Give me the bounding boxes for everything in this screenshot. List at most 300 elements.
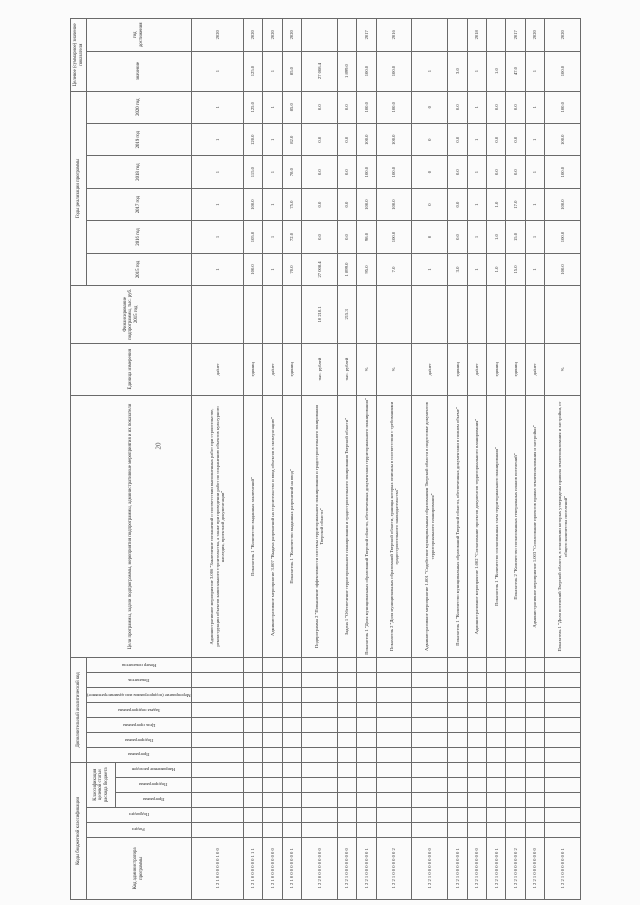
year-value-cell: 0.0 xyxy=(302,221,338,253)
code-digit-cell xyxy=(357,702,376,717)
admin-code-cell: 1 2 1 0 0 0 0 0 0 0 0 1 xyxy=(282,837,301,899)
dac-subprogram: Подпрограмма xyxy=(124,737,153,743)
unit-cell: да/нет xyxy=(467,343,486,395)
table-row xyxy=(525,19,544,900)
target-value-cell: 100.0 xyxy=(357,51,376,91)
unit-cell: единиц xyxy=(243,343,262,395)
code-digit-cell xyxy=(506,762,525,777)
year-value-cell: 1 xyxy=(412,253,448,285)
year-value-cell: 0.0 xyxy=(302,123,338,155)
code-digit-cell xyxy=(525,687,544,702)
indicator-name-cell: Административное мероприятие 1.003 "Согласование проектов правил землепользования и застройки" xyxy=(525,395,544,657)
table-row xyxy=(191,19,243,900)
financing-cell xyxy=(376,286,412,343)
table-row xyxy=(448,19,467,900)
financing-cell xyxy=(263,286,282,343)
code-digit-cell xyxy=(243,792,262,807)
code-digit-cell xyxy=(506,702,525,717)
code-digit-cell xyxy=(525,777,544,792)
financing-cell: 215.3 xyxy=(337,286,356,343)
code-digit-cell xyxy=(467,762,486,777)
code-digit-cell xyxy=(467,658,486,673)
code-digit-cell xyxy=(282,762,301,777)
financing-cell xyxy=(191,286,243,343)
code-digit-cell xyxy=(448,672,467,687)
financing-cell xyxy=(506,286,525,343)
dac-task: Задача подпрограммы xyxy=(117,707,160,713)
dac-event: Мероприятие (подпрограммы или административное) xyxy=(87,692,191,698)
admin-code-cell: 1 2 2 1 0 0 0 0 0 0 0 1 xyxy=(448,837,467,899)
code-digit-cell xyxy=(412,732,448,747)
code-digit-cell xyxy=(467,747,486,762)
year-value-cell: 1 xyxy=(467,156,486,188)
code-digit-cell xyxy=(545,792,581,807)
expense-direction-header: Направление расходов xyxy=(131,767,176,773)
year-value-cell: 0.0 xyxy=(337,221,356,253)
budget-codes-header: Коды бюджетной классификации xyxy=(71,762,87,899)
year-value-cell: 100.0 xyxy=(545,188,581,220)
year-value-cell: 105.0 xyxy=(243,221,262,253)
code-digit-cell xyxy=(448,807,467,822)
year-value-cell: 0.0 xyxy=(448,221,467,253)
dac-program: Программа xyxy=(128,752,150,758)
target-value-cell: 1 xyxy=(263,51,282,91)
code-digit-cell xyxy=(263,747,282,762)
year-value-cell: 1 xyxy=(263,156,282,188)
code-digit-cell xyxy=(302,777,338,792)
table-row xyxy=(467,19,486,900)
code-digit-cell xyxy=(357,747,376,762)
unit-cell: единиц xyxy=(506,343,525,395)
year-value-cell: 100.0 xyxy=(357,123,376,155)
code-digit-cell xyxy=(337,702,356,717)
code-digit-cell xyxy=(376,717,412,732)
year-value-cell: 1 xyxy=(467,123,486,155)
code-digit-cell xyxy=(525,717,544,732)
admin-code-cell: 1 2 2 1 0 0 0 0 0 0 0 2 xyxy=(506,837,525,899)
code-digit-cell xyxy=(467,702,486,717)
code-digit-cell xyxy=(302,658,338,673)
code-digit-cell xyxy=(487,822,506,837)
year-value-cell: 100.0 xyxy=(357,91,376,123)
target-value-cell: 1 xyxy=(191,51,243,91)
year-value-cell: 100.0 xyxy=(243,188,262,220)
code-digit-cell xyxy=(506,672,525,687)
code-digit-cell xyxy=(243,807,262,822)
year-value-cell: 120.0 xyxy=(243,123,262,155)
indicator-name-cell: Подпрограмма 2 "Повышение эффективности системы территориального планирования и градостроительного зонирования Тверской области" xyxy=(302,395,338,657)
indicator-name-cell: Административное мероприятие 1.001 "Содействие муниципальным образованиям Тверской области в подготовке документов территориального планирования" xyxy=(412,395,448,657)
subprogram-header: Подпрограмма xyxy=(139,782,168,788)
code-digit-cell xyxy=(412,747,448,762)
code-digit-cell xyxy=(302,822,338,837)
year-value-cell: 0.0 xyxy=(337,188,356,220)
code-digit-cell xyxy=(337,822,356,837)
code-digit-cell xyxy=(506,687,525,702)
target-value-cell: 47.0 xyxy=(506,51,525,91)
year-value-cell: 1 xyxy=(525,221,544,253)
rotated-table-container xyxy=(70,18,568,900)
code-digit-cell xyxy=(243,822,262,837)
code-digit-cell xyxy=(357,732,376,747)
code-digit-cell xyxy=(337,658,356,673)
code-digit-cell xyxy=(487,747,506,762)
target-value-cell: 1 xyxy=(467,51,486,91)
table-row xyxy=(545,19,581,900)
code-digit-cell xyxy=(191,777,243,792)
code-digit-cell xyxy=(302,672,338,687)
code-digit-cell xyxy=(282,687,301,702)
year-value-cell: 0 xyxy=(412,188,448,220)
financing-cell xyxy=(448,286,467,343)
code-digit-cell xyxy=(506,747,525,762)
code-digit-cell xyxy=(191,702,243,717)
table-row xyxy=(357,19,376,900)
section-header: Раздел xyxy=(132,827,146,833)
year-value-cell: 1 xyxy=(191,221,243,253)
year-value-cell: 1 xyxy=(263,221,282,253)
table-row xyxy=(263,19,282,900)
code-digit-cell xyxy=(467,717,486,732)
unit-cell: да/нет xyxy=(191,343,243,395)
financing-header: Финансирование подпрограммы, тыс. руб. 2015 год xyxy=(71,286,192,343)
code-digit-cell xyxy=(191,658,243,673)
page-number: 20 xyxy=(154,442,163,450)
table-row xyxy=(487,19,506,900)
code-digit-cell xyxy=(282,777,301,792)
target-year-cell: 2020 xyxy=(263,19,282,52)
code-digit-cell xyxy=(525,792,544,807)
financing-cell: 10 210.1 xyxy=(302,286,338,343)
code-digit-cell xyxy=(243,717,262,732)
financing-cell xyxy=(467,286,486,343)
code-digit-cell xyxy=(282,732,301,747)
code-digit-cell xyxy=(412,792,448,807)
financing-cell xyxy=(525,286,544,343)
code-digit-cell xyxy=(467,687,486,702)
code-digit-cell xyxy=(448,777,467,792)
year-value-cell: 1 xyxy=(263,188,282,220)
code-digit-cell xyxy=(525,822,544,837)
unit-cell: % xyxy=(357,343,376,395)
admin-code-cell: 1 2 2 1 0 0 0 0 0 0 0 1 xyxy=(545,837,581,899)
code-digit-cell xyxy=(302,732,338,747)
year-value-cell: 1 xyxy=(263,91,282,123)
code-digit-cell xyxy=(545,822,581,837)
code-digit-cell xyxy=(357,762,376,777)
code-digit-cell xyxy=(243,687,262,702)
indicator-name-cell: Показатель 1 "Количество выданных заключений" xyxy=(243,395,262,657)
code-digit-cell xyxy=(191,717,243,732)
year-value-cell: 17.0 xyxy=(506,188,525,220)
code-digit-cell xyxy=(448,792,467,807)
year-value-cell: 1 xyxy=(191,123,243,155)
year-value-cell: 100.0 xyxy=(357,188,376,220)
code-digit-cell xyxy=(412,822,448,837)
code-digit-cell xyxy=(191,732,243,747)
code-digit-cell xyxy=(412,658,448,673)
target-header: Целевое (суммарное) значение показателя xyxy=(71,19,87,92)
code-digit-cell xyxy=(525,672,544,687)
code-digit-cell xyxy=(487,732,506,747)
year-2016: 2016 год xyxy=(87,221,192,253)
table-row xyxy=(337,19,356,900)
target-year-cell: 2020 xyxy=(282,19,301,52)
target-value-cell: 1 xyxy=(525,51,544,91)
year-value-cell: 0.0 xyxy=(448,156,467,188)
code-digit-cell xyxy=(525,807,544,822)
code-digit-cell xyxy=(263,732,282,747)
code-digit-cell xyxy=(302,747,338,762)
code-digit-cell xyxy=(263,658,282,673)
year-value-cell: 72.0 xyxy=(282,221,301,253)
year-value-cell: 100.0 xyxy=(545,123,581,155)
admin-code-cell: 1 2 1 0 0 0 0 0 0 1 0 0 xyxy=(191,837,243,899)
code-digit-cell xyxy=(263,807,282,822)
year-value-cell: 100.0 xyxy=(545,253,581,285)
code-digit-cell xyxy=(506,658,525,673)
code-digit-cell xyxy=(337,672,356,687)
year-value-cell: 1 xyxy=(525,123,544,155)
target-value-cell: 125.0 xyxy=(243,51,262,91)
target-value-cell: 1.0 xyxy=(487,51,506,91)
target-year-cell xyxy=(448,19,467,52)
code-digit-cell xyxy=(263,762,282,777)
code-digit-cell xyxy=(337,777,356,792)
table-row xyxy=(376,19,412,900)
year-2017: 2017 год xyxy=(87,188,192,220)
year-2019: 2019 год xyxy=(87,123,192,155)
years-header: Годы реализации программы xyxy=(71,91,87,286)
code-digit-cell xyxy=(302,717,338,732)
indicator-name-cell: Показатель 1 "Количество выданных разрешений на ввод" xyxy=(282,395,301,657)
admin-code-cell: 1 2 2 1 0 0 0 0 0 0 0 0 xyxy=(337,837,356,899)
year-value-cell: 100.0 xyxy=(376,221,412,253)
target-year-cell xyxy=(302,19,338,52)
year-value-cell: 0.0 xyxy=(337,91,356,123)
code-digit-cell xyxy=(191,807,243,822)
financing-cell xyxy=(282,286,301,343)
year-value-cell: 85.0 xyxy=(282,91,301,123)
code-digit-cell xyxy=(412,807,448,822)
year-value-cell: 115.0 xyxy=(243,156,262,188)
code-digit-cell xyxy=(448,658,467,673)
year-value-cell: 100.0 xyxy=(545,221,581,253)
code-digit-cell xyxy=(376,792,412,807)
target-value-cell: 1 xyxy=(412,51,448,91)
unit-cell: да/нет xyxy=(412,343,448,395)
code-digit-cell xyxy=(412,672,448,687)
code-digit-cell xyxy=(506,822,525,837)
year-value-cell: 100.0 xyxy=(376,156,412,188)
year-value-cell: 1 xyxy=(467,188,486,220)
year-value-cell: 0 xyxy=(412,91,448,123)
admin-code-cell: 1 2 2 1 0 0 0 0 0 0 0 1 xyxy=(357,837,376,899)
year-value-cell: 1 xyxy=(191,253,243,285)
admin-code-cell: 1 2 2 1 0 0 0 0 0 0 0 0 xyxy=(525,837,544,899)
code-digit-cell xyxy=(467,792,486,807)
year-value-cell: 0.0 xyxy=(506,123,525,155)
year-value-cell: 0.0 xyxy=(487,123,506,155)
target-year-cell xyxy=(487,19,506,52)
target-year-cell: 2017 xyxy=(357,19,376,52)
code-digit-cell xyxy=(448,687,467,702)
code-digit-cell xyxy=(376,702,412,717)
target-value-cell: 1 899.0 xyxy=(337,51,356,91)
code-digit-cell xyxy=(302,792,338,807)
unit-cell: тыс. рублей xyxy=(302,343,338,395)
code-digit-cell xyxy=(243,762,262,777)
code-digit-cell xyxy=(302,702,338,717)
code-digit-cell xyxy=(545,658,581,673)
year-value-cell: 98.0 xyxy=(357,221,376,253)
target-year-header: год достижения xyxy=(87,19,192,52)
year-value-cell: 100.0 xyxy=(243,253,262,285)
code-digit-cell xyxy=(412,687,448,702)
target-value-cell: 27 008.4 xyxy=(302,51,338,91)
year-value-cell: 1 xyxy=(467,221,486,253)
indicator-name-cell: Административное мероприятие 1.002 "Согласование проектов документов территориального планирования" xyxy=(467,395,486,657)
code-digit-cell xyxy=(282,747,301,762)
year-2020: 2020 год xyxy=(87,91,192,123)
code-digit-cell xyxy=(448,732,467,747)
admin-code-cell: 1 2 2 1 0 0 0 0 0 0 0 0 xyxy=(467,837,486,899)
target-year-cell: 2017 xyxy=(506,19,525,52)
code-digit-cell xyxy=(191,672,243,687)
code-digit-cell xyxy=(487,658,506,673)
code-digit-cell xyxy=(487,777,506,792)
year-value-cell: 27 008.4 xyxy=(302,253,338,285)
indicator-name-cell: Показатель 1 "Доля поселений Тверской области, в отношении которых утверждены правила землепользования и застройки, от общего количества поселений" xyxy=(545,395,581,657)
code-digit-cell xyxy=(412,717,448,732)
indicator-name-cell: Показатель 1 "Доля муниципальных образований Тверской области, обеспеченных документами территориального планирования" xyxy=(357,395,376,657)
code-digit-cell xyxy=(357,777,376,792)
year-value-cell: 75.0 xyxy=(282,188,301,220)
year-value-cell: 7.0 xyxy=(376,253,412,285)
code-digit-cell xyxy=(376,687,412,702)
admin-code-cell: 1 2 2 0 0 0 0 0 0 0 0 0 xyxy=(302,837,338,899)
code-digit-cell xyxy=(282,807,301,822)
code-digit-cell xyxy=(357,822,376,837)
code-digit-cell xyxy=(243,702,262,717)
year-value-cell: 15.0 xyxy=(506,221,525,253)
year-value-cell: 15.0 xyxy=(506,253,525,285)
year-value-cell: 100.0 xyxy=(376,188,412,220)
code-digit-cell xyxy=(545,777,581,792)
code-digit-cell xyxy=(376,747,412,762)
code-digit-cell xyxy=(282,822,301,837)
indicator-name-header: Цели программы, задачи подпрограммы, мероприятия подпрограммы, административные мероприятия и их показатели xyxy=(71,395,192,657)
indicator-name-cell: Показатель 1 "Количество согласованных схем территориального планирования" xyxy=(487,395,506,657)
unit-cell: % xyxy=(376,343,412,395)
code-digit-cell xyxy=(487,792,506,807)
year-value-cell: 3.0 xyxy=(448,253,467,285)
year-value-cell: 1 xyxy=(191,156,243,188)
code-digit-cell xyxy=(376,822,412,837)
code-digit-cell xyxy=(263,792,282,807)
dac-indicator-number: Номер показателя xyxy=(121,662,156,668)
table-row xyxy=(412,19,448,900)
year-value-cell: 1.0 xyxy=(487,253,506,285)
code-digit-cell xyxy=(448,762,467,777)
admin-code-header: Код администратора программы xyxy=(87,837,192,899)
code-digit-cell xyxy=(467,807,486,822)
year-value-cell: 100.0 xyxy=(357,156,376,188)
table-rotation-frame xyxy=(70,18,568,900)
code-digit-cell xyxy=(506,792,525,807)
code-digit-cell xyxy=(545,732,581,747)
table-row xyxy=(243,19,262,900)
year-value-cell: 0.0 xyxy=(506,156,525,188)
target-value-cell: 85.0 xyxy=(282,51,301,91)
code-digit-cell xyxy=(487,672,506,687)
year-value-cell: 82.0 xyxy=(282,123,301,155)
unit-cell: единиц xyxy=(282,343,301,395)
code-digit-cell xyxy=(545,807,581,822)
year-value-cell: 0.0 xyxy=(302,188,338,220)
code-digit-cell xyxy=(545,687,581,702)
code-digit-cell xyxy=(302,807,338,822)
admin-code-cell: 1 2 1 0 0 0 0 0 0 0 0 0 xyxy=(263,837,282,899)
code-digit-cell xyxy=(282,792,301,807)
admin-code-cell: 1 2 2 1 0 0 0 0 0 0 0 2 xyxy=(376,837,412,899)
code-digit-cell xyxy=(506,807,525,822)
code-digit-cell xyxy=(467,822,486,837)
code-digit-cell xyxy=(412,702,448,717)
target-year-cell xyxy=(337,19,356,52)
indicator-name-cell: Показатель 2 "Доля муниципальных образований Тверской области, границы которых описаны в соответствии с требованиями градостроительного законодательства" xyxy=(376,395,412,657)
year-value-cell: 1 xyxy=(467,253,486,285)
code-digit-cell xyxy=(191,747,243,762)
code-digit-cell xyxy=(191,792,243,807)
table-row xyxy=(282,19,301,900)
code-digit-cell xyxy=(263,717,282,732)
year-value-cell: 0 xyxy=(412,156,448,188)
program-header: Программа xyxy=(142,797,165,803)
unit-cell: да/нет xyxy=(525,343,544,395)
year-value-cell: 1 xyxy=(467,91,486,123)
code-digit-cell xyxy=(263,822,282,837)
code-digit-cell xyxy=(337,747,356,762)
code-digit-cell xyxy=(376,762,412,777)
year-value-cell: 0.0 xyxy=(302,91,338,123)
code-digit-cell xyxy=(357,792,376,807)
program-indicators-table xyxy=(70,18,581,900)
dac-header: Дополнительный аналитический код xyxy=(71,658,87,763)
target-value-cell: 3.0 xyxy=(448,51,467,91)
target-year-cell xyxy=(412,19,448,52)
code-digit-cell xyxy=(243,658,262,673)
code-digit-cell xyxy=(337,807,356,822)
code-digit-cell xyxy=(448,702,467,717)
code-digit-cell xyxy=(545,702,581,717)
year-value-cell: 1.0 xyxy=(487,188,506,220)
year-value-cell: 1 xyxy=(525,253,544,285)
code-digit-cell xyxy=(337,732,356,747)
year-value-cell: 0 xyxy=(412,221,448,253)
code-digit-cell xyxy=(525,702,544,717)
table-body xyxy=(191,19,581,900)
code-digit-cell xyxy=(282,702,301,717)
year-value-cell: 1 xyxy=(263,123,282,155)
code-digit-cell xyxy=(545,762,581,777)
target-year-cell: 2020 xyxy=(545,19,581,52)
code-digit-cell xyxy=(191,822,243,837)
code-digit-cell xyxy=(376,672,412,687)
code-digit-cell xyxy=(412,777,448,792)
dac-goal: Цель программы xyxy=(122,722,156,728)
code-digit-cell xyxy=(545,672,581,687)
